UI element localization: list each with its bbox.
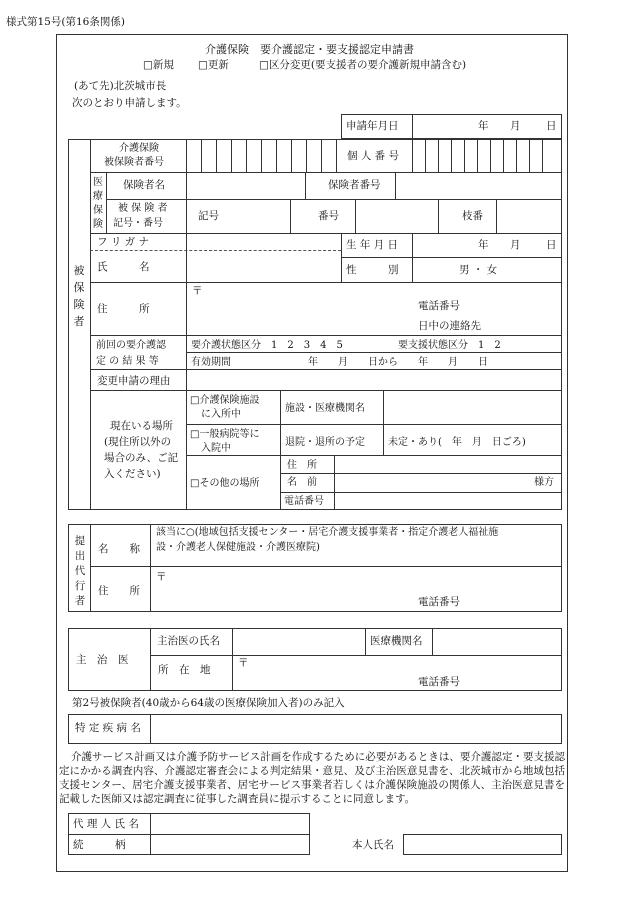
birth-day: 日 — [546, 239, 557, 251]
insured-number-label-2: 被保険者番号 — [104, 157, 164, 168]
branch-label: 枝番 — [462, 210, 483, 222]
self-name-field[interactable] — [403, 834, 562, 855]
doctor-location-label: 所 在 地 — [158, 664, 211, 676]
birth-year: 年 — [478, 239, 489, 251]
birth-month: 月 — [510, 239, 521, 251]
agent-name-label: 名 称 — [98, 543, 140, 555]
valid-period: 有効期間 — [191, 357, 231, 368]
personal-number-label: 個 人 番 号 — [347, 150, 400, 162]
phone-label: 電話番号 — [418, 300, 460, 312]
agent-applicable-1: 該当に○(地域包括支援センター・居宅介護支援事業者・指定介護老人福祉施 — [156, 527, 499, 538]
insurer-name-label: 保険者名 — [123, 179, 165, 191]
honorific: 様方 — [534, 477, 554, 488]
facility-name-label: 施設・医療機関名 — [285, 403, 365, 414]
proxy-name-label: 代 理 人 氏 名 — [73, 818, 139, 830]
change-reason-label: 変更申請の理由 — [97, 375, 171, 387]
doctor-table — [68, 628, 562, 691]
discharge-plan-value: 未定・あり( 年 月 日ごろ) — [388, 437, 526, 448]
other-location-option[interactable]: □その他の場所 — [190, 478, 260, 489]
address-label: 住 所 — [97, 303, 150, 315]
agent-applicable-2: 設・介護老人保健施設・介護医療院) — [156, 542, 320, 553]
agent-side-label: 提出代行者 — [74, 535, 86, 607]
other-address-label: 住 所 — [287, 460, 317, 471]
name-label: 氏 名 — [97, 261, 150, 273]
current-location-label-4: 入ください) — [104, 468, 161, 480]
doctor-label: 主 治 医 — [76, 654, 129, 666]
hospital-option-1[interactable]: □一般病院等に — [190, 429, 260, 440]
furigana-label: フ リ ガ ナ — [97, 236, 150, 248]
symbol-label-1: 被 保 険 者 — [118, 203, 168, 214]
insured-number-label-1: 介護保険 — [119, 143, 159, 154]
form-title: 介護保険 要介護認定・要支援認定申請書 — [205, 43, 414, 56]
valid-period-range: 年 月 日から 年 月 日 — [308, 357, 488, 368]
agent-address-label: 住 所 — [98, 585, 140, 597]
specific-disease-box — [68, 714, 562, 744]
other-name-label: 名 前 — [287, 477, 317, 488]
discharge-plan-label: 退院・退所の予定 — [285, 437, 365, 448]
current-location-label-3: 場合のみ、ご記 — [104, 452, 179, 464]
previous-result-label-1: 前回の要介護認 — [96, 340, 166, 351]
specific-disease-label: 特 定 疾 病 名 — [75, 722, 141, 734]
symbol-label-2: 記号・番号 — [113, 218, 163, 229]
doctor-name-label: 主治医の氏名 — [157, 635, 220, 647]
current-location-label-2: (現住所以外の — [104, 436, 172, 448]
insured-side-label: 被保険者 — [73, 264, 85, 328]
facility-option-2: に入所中 — [201, 409, 241, 420]
app-month: 月 — [510, 120, 521, 132]
postal-mark: 〒 — [192, 285, 203, 297]
app-day: 日 — [546, 120, 557, 132]
doctor-institution-label: 医療機関名 — [370, 635, 423, 647]
hospital-option-2: 入院中 — [201, 443, 231, 454]
other-phone-label: 電話番号 — [284, 496, 324, 507]
previous-result-label-2: 定 の 結 果 等 — [96, 356, 159, 367]
application-date-label: 申請年月日 — [346, 120, 399, 132]
doctor-postal-mark: 〒 — [238, 657, 249, 669]
symbol-label: 記号 — [198, 210, 219, 222]
facility-option-1[interactable]: □介護保険施設 — [190, 395, 260, 406]
self-name-label: 本人氏名 — [352, 839, 394, 851]
medical-insurance-side-label: 医療保険 — [93, 177, 103, 230]
birth-date-label: 生 年 月 日 — [346, 239, 399, 251]
agent-phone-label: 電話番号 — [418, 596, 460, 608]
sex-label: 性 別 — [346, 264, 399, 276]
sex-values[interactable]: 男 ・ 女 — [459, 264, 498, 276]
consent-text: 介護サービス計画又は介護予防サービス計画を作成するために必要があるときは、要介護認定・要支援認定にかかる調査内容、介護認定審査会による判定結果・意見、及び主治医意見書を、北茨城市から地域包括支援センター、居宅介護支援事業者、居宅サービス事業者若しくは介護保険施設の関係人、主治医意見書を記載した医師又は認定調査に従事した調査員に提示することに同意します。 — [59, 751, 565, 805]
intro-text: 次のとおり申請します。 — [72, 97, 187, 109]
current-location-label-1: 現在いる場所 — [110, 420, 173, 432]
daytime-contact-label: 日中の連絡先 — [418, 320, 481, 332]
agent-postal-mark: 〒 — [156, 571, 167, 583]
insurer-number-label: 保険者番号 — [328, 179, 381, 191]
proxy-relation-label: 続 柄 — [73, 839, 126, 851]
checkbox-change[interactable]: □区分変更(要支援者の要介護新規申請含む) — [259, 59, 467, 71]
addressee: (あて先)北茨城市長 — [74, 80, 167, 92]
second-insured-note: 第2号被保険者(40歳から64歳の医療保険加入者)のみ記入 — [72, 697, 345, 709]
doctor-phone-label: 電話番号 — [418, 676, 460, 688]
support-level: 要支援状態区分 1 2 — [398, 340, 501, 351]
app-year: 年 — [478, 120, 489, 132]
checkbox-renew[interactable]: □更新 — [198, 59, 229, 71]
number-label: 番号 — [318, 210, 339, 222]
form-number: 様式第15号(第16条関係) — [6, 16, 125, 28]
checkbox-new[interactable]: □新規 — [143, 59, 174, 71]
care-level: 要介護状態区分 1 2 3 4 5 — [191, 340, 343, 351]
